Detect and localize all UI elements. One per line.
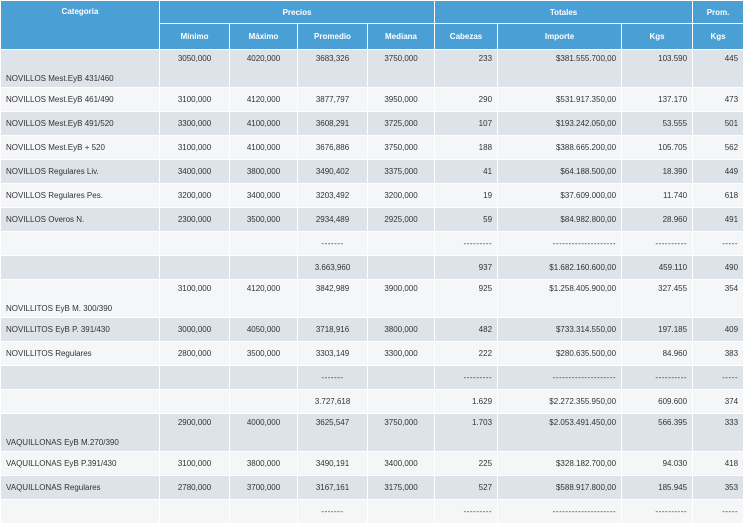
subtotal-row	[1, 256, 743, 280]
cell-cabezas: 527	[435, 476, 498, 500]
cell-mediana: 3900,000	[368, 280, 435, 318]
cell-prom-kgs: 353	[693, 476, 743, 500]
cell-kgs: 327.455	[622, 280, 693, 318]
cell-prom-kgs: 445	[693, 50, 743, 88]
cell-kgs: 11.740	[622, 184, 693, 208]
cell-mediana: 3375,000	[368, 160, 435, 184]
cell-maximo: 3700,000	[230, 476, 298, 500]
cell-importe: $381.555.700,00	[498, 50, 622, 88]
cell-prom-kgs: -----	[693, 366, 743, 390]
cell-prom-kgs: 491	[693, 208, 743, 232]
column-header-minimo: Mínimo	[160, 24, 230, 50]
separator-row	[1, 232, 743, 256]
cell-importe: $193.242.050,00	[498, 112, 622, 136]
cell-prom-kgs: 618	[693, 184, 743, 208]
subtotal-row	[1, 390, 743, 414]
column-header-maximo: Máximo	[230, 24, 298, 50]
cell-kgs: 53.555	[622, 112, 693, 136]
cell-maximo: 4120,000	[230, 280, 298, 318]
cell-categoria: NOVILLOS Mest.EyB 461/490	[1, 88, 160, 112]
cell-promedio: 3.663,960	[298, 256, 368, 280]
cell-promedio: 3625,547	[298, 414, 368, 452]
cell-promedio: 3.727,618	[298, 390, 368, 414]
table-row	[1, 184, 743, 208]
cell-importe: --------------------	[498, 366, 622, 390]
cell-mediana	[368, 256, 435, 280]
cell-categoria: NOVILLOS Mest.EyB + 520	[1, 136, 160, 160]
column-header-promedio: Promedio	[298, 24, 368, 50]
column-header-cabezas: Cabezas	[435, 24, 498, 50]
cell-importe: $37.609.000,00	[498, 184, 622, 208]
cell-prom-kgs: -----	[693, 500, 743, 524]
table-row	[1, 476, 743, 500]
cell-categoria: NOVILLITOS EyB P. 391/430	[1, 318, 160, 342]
cell-cabezas: 225	[435, 452, 498, 476]
column-group-prom: Prom.	[693, 1, 743, 24]
cell-importe: $2.053.491.450,00	[498, 414, 622, 452]
cell-cabezas: ---------	[435, 366, 498, 390]
cell-promedio: 3842,989	[298, 280, 368, 318]
cell-prom-kgs: 490	[693, 256, 743, 280]
cell-promedio: 3718,916	[298, 318, 368, 342]
cell-cabezas: 290	[435, 88, 498, 112]
cell-cabezas: 222	[435, 342, 498, 366]
header-group-row	[1, 1, 743, 24]
cell-mediana: 3400,000	[368, 452, 435, 476]
cell-prom-kgs: 383	[693, 342, 743, 366]
table-row	[1, 50, 743, 88]
cell-promedio: 3683,326	[298, 50, 368, 88]
cell-cabezas: 41	[435, 160, 498, 184]
column-header-kgs: Kgs	[622, 24, 693, 50]
cell-mediana	[368, 500, 435, 524]
cell-cabezas: 59	[435, 208, 498, 232]
column-group-precios: Precios	[160, 1, 435, 24]
table-row	[1, 112, 743, 136]
cell-maximo	[230, 390, 298, 414]
cell-minimo	[160, 256, 230, 280]
cell-cabezas: ---------	[435, 500, 498, 524]
cell-promedio: 3203,492	[298, 184, 368, 208]
cell-minimo: 3200,000	[160, 184, 230, 208]
cell-maximo: 3800,000	[230, 452, 298, 476]
cell-maximo: 4050,000	[230, 318, 298, 342]
cell-categoria	[1, 500, 160, 524]
cell-maximo: 4000,000	[230, 414, 298, 452]
column-header-mediana: Mediana	[368, 24, 435, 50]
cell-mediana: 3300,000	[368, 342, 435, 366]
cell-importe: $328.182.700,00	[498, 452, 622, 476]
cell-minimo: 3400,000	[160, 160, 230, 184]
table-row	[1, 208, 743, 232]
cell-mediana: 3175,000	[368, 476, 435, 500]
cell-kgs: 609.600	[622, 390, 693, 414]
cell-importe: $2.272.355.950,00	[498, 390, 622, 414]
cell-promedio: -------	[298, 232, 368, 256]
cell-kgs: 566.395	[622, 414, 693, 452]
cell-minimo	[160, 232, 230, 256]
cell-prom-kgs: 562	[693, 136, 743, 160]
cell-importe: $1.258.405.900,00	[498, 280, 622, 318]
cell-categoria: NOVILLOS Mest.EyB 431/460	[1, 50, 160, 88]
cell-prom-kgs: 333	[693, 414, 743, 452]
table-row	[1, 280, 743, 318]
cell-promedio: 3608,291	[298, 112, 368, 136]
cell-categoria: VAQUILLONAS EyB P.391/430	[1, 452, 160, 476]
cell-kgs: 28.960	[622, 208, 693, 232]
cell-promedio: 2934,489	[298, 208, 368, 232]
cell-categoria: NOVILLITOS Regulares	[1, 342, 160, 366]
cell-kgs: ----------	[622, 500, 693, 524]
cell-importe: $84.982.800,00	[498, 208, 622, 232]
cell-mediana	[368, 366, 435, 390]
table-row	[1, 318, 743, 342]
cell-promedio: 3303,149	[298, 342, 368, 366]
cell-mediana: 3950,000	[368, 88, 435, 112]
cell-kgs: 459.110	[622, 256, 693, 280]
cell-maximo: 4100,000	[230, 112, 298, 136]
cell-promedio: 3167,161	[298, 476, 368, 500]
cell-prom-kgs: 374	[693, 390, 743, 414]
cell-minimo: 2780,000	[160, 476, 230, 500]
cell-prom-kgs: -----	[693, 232, 743, 256]
cell-maximo: 4020,000	[230, 50, 298, 88]
separator-row	[1, 366, 743, 390]
cell-kgs: 137.170	[622, 88, 693, 112]
cell-categoria: NOVILLOS Regulares Liv.	[1, 160, 160, 184]
cell-kgs: ----------	[622, 232, 693, 256]
column-group-totales: Totales	[435, 1, 693, 24]
cell-cabezas: 925	[435, 280, 498, 318]
cell-minimo: 2900,000	[160, 414, 230, 452]
cell-kgs: 103.590	[622, 50, 693, 88]
table-row	[1, 88, 743, 112]
cell-mediana: 3750,000	[368, 136, 435, 160]
cell-categoria: NOVILLOS Regulares Pes.	[1, 184, 160, 208]
table-row	[1, 136, 743, 160]
cell-kgs: 105.705	[622, 136, 693, 160]
cell-importe: $733.314.550,00	[498, 318, 622, 342]
cell-minimo	[160, 366, 230, 390]
cell-cabezas: ---------	[435, 232, 498, 256]
cell-prom-kgs: 354	[693, 280, 743, 318]
cell-minimo: 3100,000	[160, 452, 230, 476]
cell-importe: $388.665.200,00	[498, 136, 622, 160]
cell-promedio: 3676,886	[298, 136, 368, 160]
cell-maximo: 3800,000	[230, 160, 298, 184]
cell-maximo: 3500,000	[230, 342, 298, 366]
table-row	[1, 414, 743, 452]
cell-minimo	[160, 500, 230, 524]
cell-kgs: 197.185	[622, 318, 693, 342]
cell-importe: --------------------	[498, 232, 622, 256]
cell-minimo: 3100,000	[160, 88, 230, 112]
cell-maximo	[230, 366, 298, 390]
cell-categoria: NOVILLITOS EyB M. 300/390	[1, 280, 160, 318]
cell-mediana: 3800,000	[368, 318, 435, 342]
cell-cabezas: 1.703	[435, 414, 498, 452]
cell-prom-kgs: 418	[693, 452, 743, 476]
cell-minimo: 2800,000	[160, 342, 230, 366]
cell-mediana: 3750,000	[368, 50, 435, 88]
cell-kgs: 94.030	[622, 452, 693, 476]
cell-cabezas: 107	[435, 112, 498, 136]
cell-maximo	[230, 256, 298, 280]
cell-minimo: 3000,000	[160, 318, 230, 342]
cell-kgs: 185.945	[622, 476, 693, 500]
cell-prom-kgs: 501	[693, 112, 743, 136]
cell-maximo	[230, 232, 298, 256]
cell-categoria	[1, 256, 160, 280]
cell-minimo: 3300,000	[160, 112, 230, 136]
column-header-categoria: Categoria	[1, 1, 160, 50]
cell-categoria: VAQUILLONAS Regulares	[1, 476, 160, 500]
cell-cabezas: 1.629	[435, 390, 498, 414]
cell-mediana: 3200,000	[368, 184, 435, 208]
cell-maximo	[230, 500, 298, 524]
table-body	[1, 50, 743, 524]
cell-promedio: -------	[298, 500, 368, 524]
cell-minimo: 2300,000	[160, 208, 230, 232]
table-row	[1, 160, 743, 184]
cell-kgs: ----------	[622, 366, 693, 390]
cell-maximo: 4120,000	[230, 88, 298, 112]
cell-categoria: VAQUILLONAS EyB M.270/390	[1, 414, 160, 452]
separator-row	[1, 500, 743, 524]
cell-kgs: 84.960	[622, 342, 693, 366]
column-header-importe: Importe	[498, 24, 622, 50]
cell-categoria: NOVILLOS Overos N.	[1, 208, 160, 232]
cell-prom-kgs: 409	[693, 318, 743, 342]
cell-categoria	[1, 390, 160, 414]
column-header-prom-kgs: Kgs	[693, 24, 743, 50]
cell-maximo: 4100,000	[230, 136, 298, 160]
cell-importe: $531.917.350,00	[498, 88, 622, 112]
cell-mediana	[368, 232, 435, 256]
table-row	[1, 342, 743, 366]
cell-importe: $588.917.800,00	[498, 476, 622, 500]
cell-promedio: 3490,402	[298, 160, 368, 184]
table-row	[1, 452, 743, 476]
cell-minimo: 3100,000	[160, 136, 230, 160]
cell-minimo: 3100,000	[160, 280, 230, 318]
cell-promedio: 3490,191	[298, 452, 368, 476]
cell-cabezas: 937	[435, 256, 498, 280]
cell-mediana	[368, 390, 435, 414]
cell-kgs: 18.390	[622, 160, 693, 184]
cell-prom-kgs: 473	[693, 88, 743, 112]
cell-importe: --------------------	[498, 500, 622, 524]
cell-mediana: 2925,000	[368, 208, 435, 232]
cell-maximo: 3400,000	[230, 184, 298, 208]
cell-importe: $64.188.500,00	[498, 160, 622, 184]
cell-maximo: 3500,000	[230, 208, 298, 232]
cell-minimo: 3050,000	[160, 50, 230, 88]
cell-categoria	[1, 232, 160, 256]
cell-cabezas: 482	[435, 318, 498, 342]
cell-importe: $1.682.160.600,00	[498, 256, 622, 280]
cell-cabezas: 19	[435, 184, 498, 208]
cell-mediana: 3725,000	[368, 112, 435, 136]
cell-importe: $280.635.500,00	[498, 342, 622, 366]
cell-promedio: -------	[298, 366, 368, 390]
cell-prom-kgs: 449	[693, 160, 743, 184]
cell-categoria: NOVILLOS Mest.EyB 491/520	[1, 112, 160, 136]
cell-categoria	[1, 366, 160, 390]
cell-promedio: 3877,797	[298, 88, 368, 112]
cell-minimo	[160, 390, 230, 414]
cell-cabezas: 233	[435, 50, 498, 88]
cell-mediana: 3750,000	[368, 414, 435, 452]
cell-cabezas: 188	[435, 136, 498, 160]
